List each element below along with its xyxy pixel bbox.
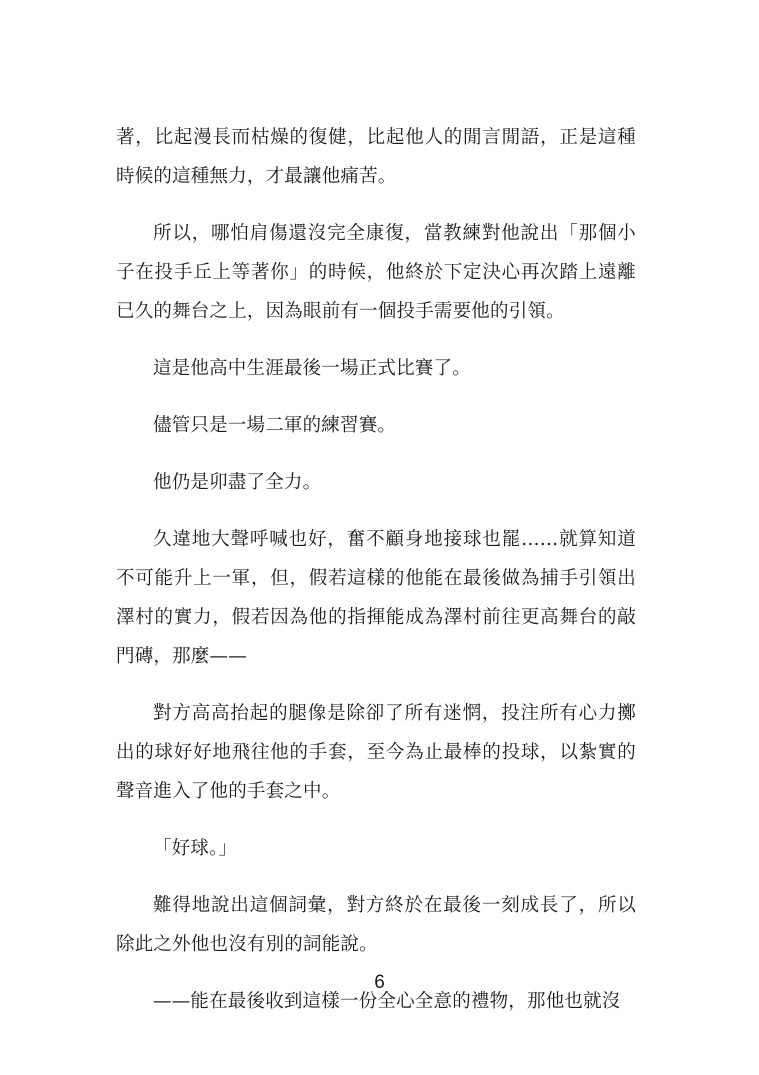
page-number: 6 (374, 972, 385, 993)
paragraph: 對方高高抬起的腿像是除卻了所有迷惘，投注所有心力擲出的球好好地飛往他的手套，至今為止最棒的投球，以紮實的聲音進入了他的手套之中。 (116, 703, 636, 802)
paragraph: 難得地說出這個詞彙，對方終於在最後一刻成長了，所以除此之外他也沒有別的詞能說。 (116, 895, 636, 955)
paragraph: 儘管只是一場二軍的練習賽。 (153, 415, 397, 436)
paragraph: ——能在最後收到這樣一份全心全意的禮物，那他也就沒 (153, 991, 621, 1012)
paragraph: 著，比起漫長而枯燥的復健，比起他人的閒言閒語，正是這種時候的這種無力，才最讓他痛苦。 (116, 127, 636, 187)
paragraph: 所以，哪怕肩傷還沒完全康復，當教練對他說出「那個小子在投手丘上等著你」的時候，他終於下定決心再次踏上遠離已久的舞台之上，因為眼前有一個投手需要他的引領。 (116, 223, 636, 322)
paragraph: 他仍是卯盡了全力。 (153, 472, 322, 493)
paragraph: 久違地大聲呼喊也好，奮不顧身地接球也罷……就算知道不可能升上一軍，但，假若這樣的他能在最後做為捕手引領出澤村的實力，假若因為他的指揮能成為澤村前往更高舞台的敲門磚，那麼—— (116, 529, 636, 667)
paragraph: 「好球。」 (153, 838, 238, 859)
paragraph: 這是他高中生涯最後一場正式比賽了。 (153, 358, 471, 379)
text-body (116, 118, 636, 1039)
